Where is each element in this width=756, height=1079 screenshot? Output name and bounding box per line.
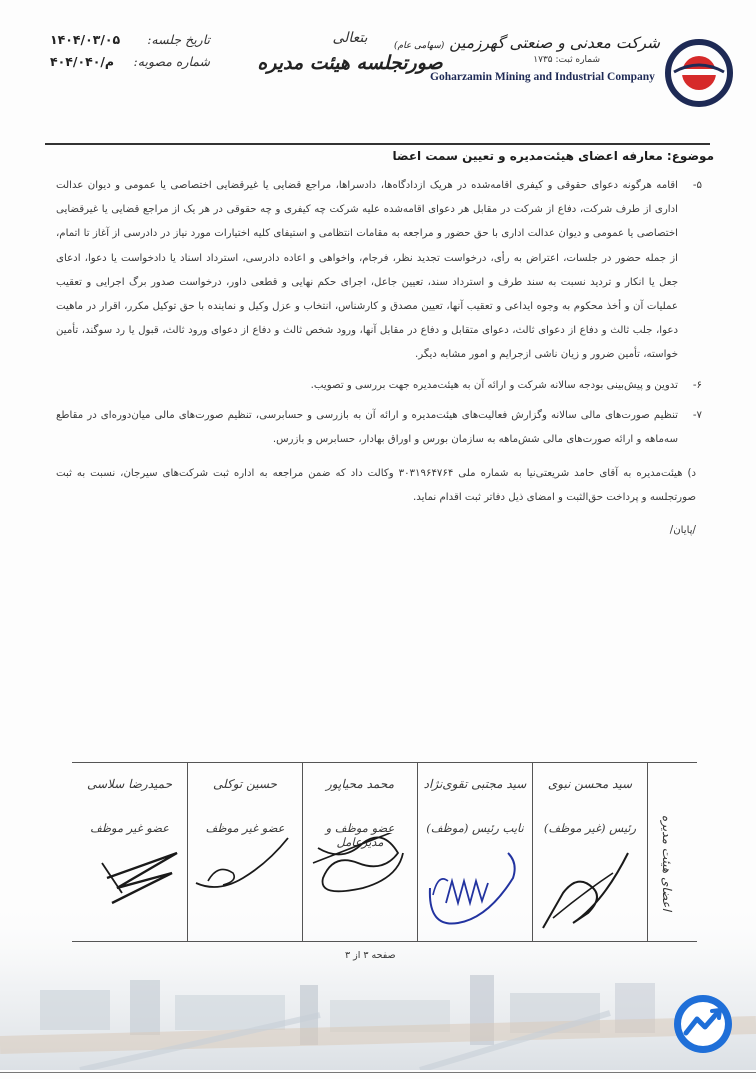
- document-title: صورتجلسه هیئت مدیره: [257, 52, 443, 74]
- item-text: اقامه هرگونه دعوای حقوقی و کیفری اقامه‌شده در هریک ازدادگاه‌ها، دادسراها، مراجع قضایی یا غیرقضایی اختصاصی یا عمومی و دیوان عدالت اداری از طرف شرکت، دفاع از شرکت در مقابل هر دعوای اقامه‌شده علیه شرکت چه کیفری و چه حقوقی در هر یک از مراجع قضایی یا غیرقضایی اختصاصی یا عمومی و دیوان عدالت اداری با حق حضور و مراجعه به مقامات انتظامی و استیفای کلیه اختیارات مورد نیاز در دادرسی از آغاز تا اتمام، از جمله حضور در جلسات، اعتراض به رأی، درخواست تجدید نظر، فرجام، واخواهی و اعاده دادرسی، استرداد اسناد یا دادخواست یا دعوا، ادعای جعل یا انکار و تردید نسبت به سند طرف و استرداد سند، تعیین جاعل، اجرای حکم نهایی و قطعی داور، درخواست صدور برگ اجرایی و تعقیب عملیات آن و أخذ محکوم به وجوه ایداعی و تعقیب آنها، تعیین مصدق و کارشناس، انتخاب و عزل وکیل و نماینده با حق توکیل مکرر، اقرار در ماهیت دعوا، جلب ثالث و دفاع از دعوای ثالث، دعوای متقابل و دفاع در مقابل آنها، ورود شخص ثالث و دفاع از دعوای ورود ثالث، قبول یا رد سوگند، تأمین خواسته، تأمین ضرور و زیان ناشی ازجرایم و امور مشابه دیگر.: [56, 180, 678, 361]
- meeting-date-value: ۱۴۰۴/۰۳/۰۵: [50, 32, 121, 47]
- member-role: عضو غیر موظف: [89, 821, 170, 835]
- signature-cell: [302, 763, 417, 941]
- company-name-fa-text: شرکت معدنی و صنعتی گهرزمین: [449, 34, 660, 52]
- company-name-fa: [394, 34, 660, 52]
- member-name: حسین توکلی: [213, 777, 277, 791]
- handwritten-signature-icon: [418, 833, 533, 938]
- company-type: (سهامی عام): [394, 41, 445, 51]
- header-divider: [45, 143, 710, 145]
- handwritten-signature-icon: [72, 833, 187, 938]
- signature-cell: [187, 763, 302, 941]
- registration-number: شماره ثبت: ۱۷۳۵: [533, 55, 600, 65]
- signature-cell: [417, 763, 532, 941]
- list-item: [56, 374, 702, 398]
- trend-logo-icon: [672, 993, 734, 1055]
- item-text: تدوین و پیش‌بینی بودجه سالانه شرکت و ارائه آن به هیئت‌مدیره جهت بررسی و تصویب.: [310, 379, 678, 391]
- handwritten-signature-icon: [303, 833, 418, 938]
- document-body: [56, 174, 702, 543]
- clause-d: د) هیئت‌مدیره به آقای حامد شریعتی‌نیا به شماره ملی ۳۰۳۱۹۶۴۷۶۴ وکالت داد که ضمن مراجعه به اداره ثبت شرکت‌های سیرجان، نسبت به ثبت صورتجلسه و پرداخت حق‌الثبت و امضای ذیل دفاتر ثبت اقدام نماید.: [56, 468, 696, 504]
- resolution-number-value: ۴۰۴/م/۰۴۰: [50, 54, 115, 69]
- member-role: رئیس (غیر موظف): [543, 821, 637, 835]
- member-name: محمد محیاپور: [325, 777, 394, 791]
- member-name: حمیدرضا سلاسی: [86, 777, 172, 791]
- company-logo-icon: [664, 38, 734, 108]
- list-item: [56, 174, 702, 368]
- item-text: تنظیم صورت‌های مالی سالانه وگزارش فعالیت‌های هیئت‌مدیره و ارائه آن به بازرسی و حسابرسی، تنظیم صورت‌های مالی میان‌دوره‌ای در مقاطع سه‌ماهه و ارائه صورت‌های مالی شش‌ماهه به سازمان بورس و اوراق بهادار، حسابرس و بازرس.: [56, 409, 678, 446]
- signature-table-label-cell: [647, 763, 697, 941]
- subject-line: موضوع: معارفه اعضای هیئت‌مدیره و تعیین سمت اعضا: [392, 149, 714, 163]
- signature-cell: [532, 763, 647, 941]
- document-title-block: [250, 30, 450, 74]
- meeting-date-row: [50, 32, 210, 54]
- end-mark: /پایان/: [669, 524, 696, 536]
- resolution-number-row: [50, 54, 210, 76]
- footer-divider: [0, 1072, 756, 1073]
- signature-table-label: اعضای هیئت مدیره: [660, 815, 674, 911]
- meeting-meta: [50, 32, 210, 76]
- company-name-en: Goharzamin Mining and Industrial Company: [430, 71, 655, 83]
- signature-cell: [72, 763, 187, 941]
- item-number: ۷-: [692, 409, 702, 421]
- handwritten-signature-icon: [188, 833, 303, 938]
- signature-table: [72, 762, 697, 942]
- member-role: عضو غیر موظف: [205, 821, 285, 835]
- company-header: [394, 34, 660, 83]
- meeting-date-label: تاریخ جلسه:: [147, 32, 210, 47]
- handwritten-signature-icon: [533, 833, 648, 938]
- page-number: صفحه ۳ از ۳: [345, 950, 396, 961]
- bismillah: بتعالی: [332, 30, 368, 46]
- member-name: سید مجتبی تقوی‌نژاد: [423, 777, 527, 791]
- item-number: ۶-: [692, 379, 702, 391]
- item-number: ۵-: [692, 180, 702, 191]
- member-role: نایب رئیس (موظف): [426, 821, 524, 835]
- member-name: سید محسن نبوی: [547, 777, 633, 791]
- member-role: عضو موظف و مدیرعامل: [325, 821, 395, 849]
- list-item: [56, 404, 702, 452]
- resolution-number-label: شماره مصوبه:: [133, 54, 210, 69]
